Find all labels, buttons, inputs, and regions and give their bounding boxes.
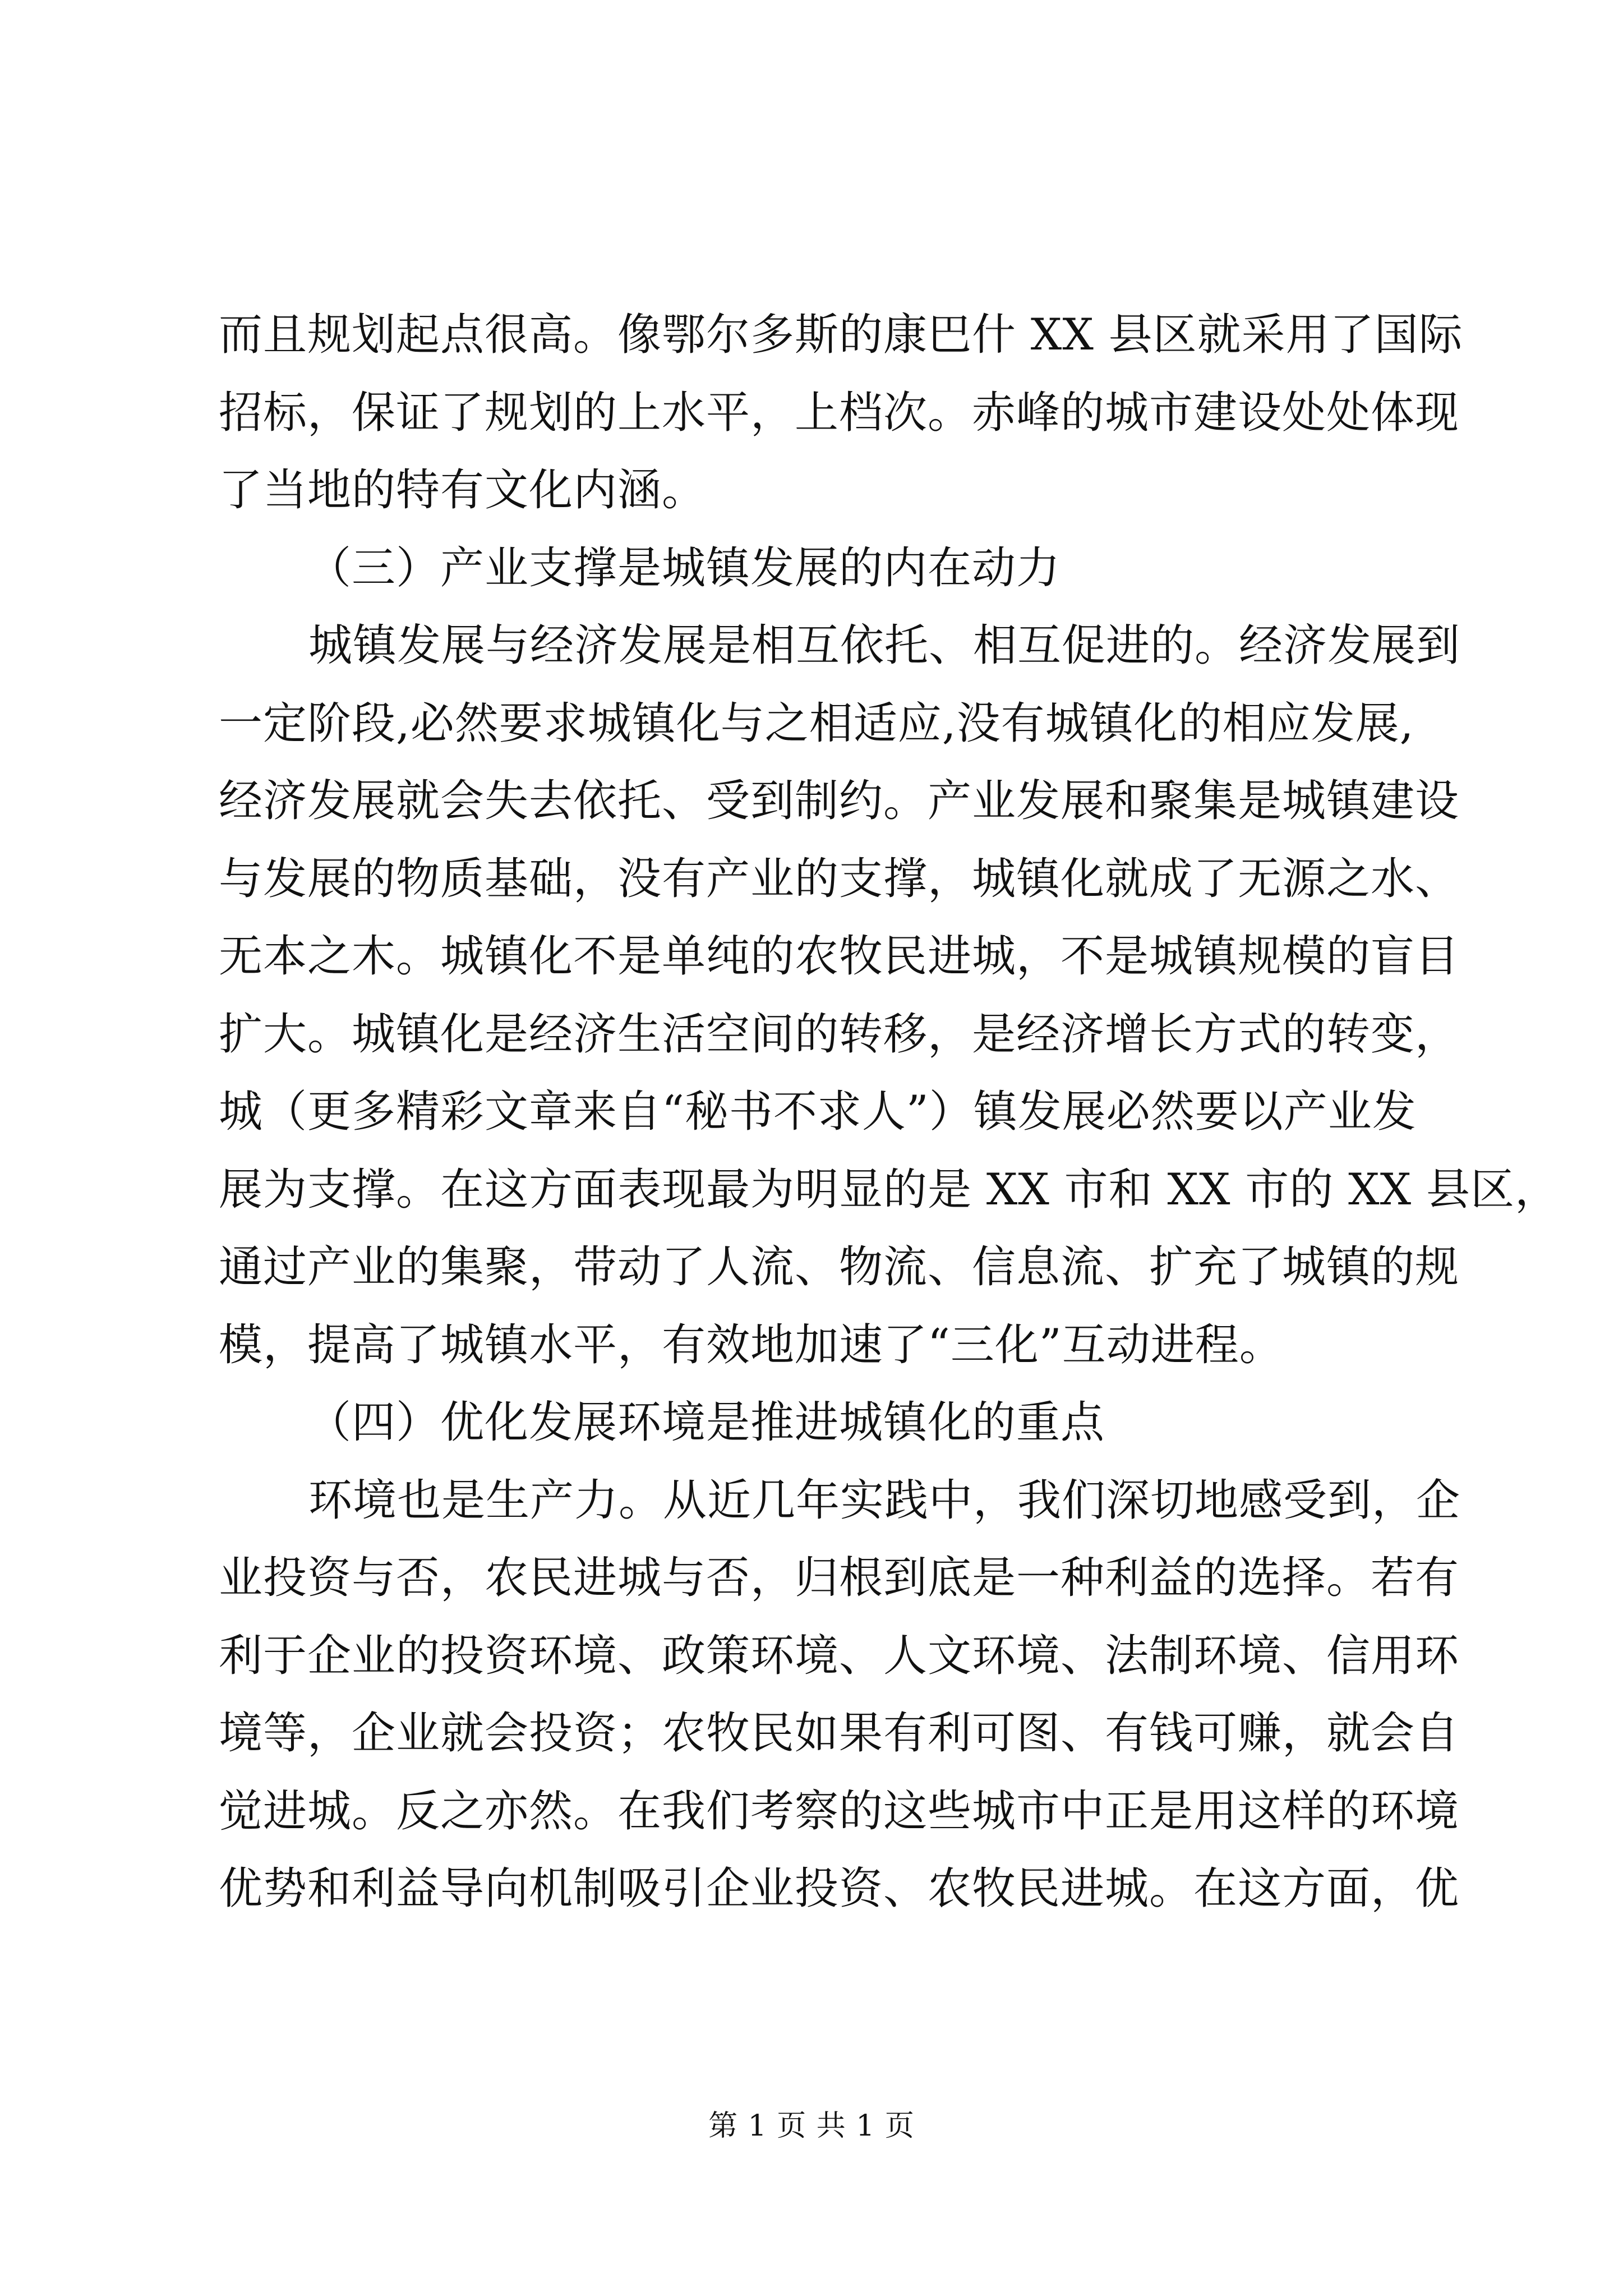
page-number: 第 1 页 共 1 页 [708,2109,915,2143]
text-line: 觉进城。反之亦然。在我们考察的这些城市中正是用这样的环境 [219,1786,1460,1837]
text-line: 招标，保证了规划的上水平，上档次。赤峰的城市建设处处体现 [219,387,1460,438]
section-heading: （四）优化发展环境是推进城镇化的重点 [307,1397,1105,1448]
text-line: 扩大。城镇化是经济生活空间的转移，是经济增长方式的转变， [219,1009,1460,1060]
text-line: 了当地的特有文化内涵。 [219,465,707,516]
text-line: 利于企业的投资环境、政策环境、人文环境、法制环境、信用环 [219,1630,1460,1681]
section-heading: （三）产业支撑是城镇发展的内在动力 [307,542,1061,593]
text-line: 无本之木。城镇化不是单纯的农牧民进城，不是城镇规模的盲目 [219,931,1460,982]
text-line: 与发展的物质基础，没有产业的支撑，城镇化就成了无源之水、 [219,853,1460,904]
text-line: 业投资与否，农民进城与否，归根到底是一种利益的选择。若有 [219,1553,1460,1603]
text-line: 而且规划起点很高。像鄂尔多斯的康巴什 XX 县区就采用了国际 [219,310,1463,360]
page-footer [0,2106,1623,2146]
text-line: 一定阶段,必然要求城镇化与之相适应,没有城镇化的相应发展, [219,698,1414,749]
paragraph-first-line: 城镇发展与经济发展是相互依托、相互促进的。经济发展到 [308,620,1461,671]
text-line: 模，提高了城镇水平，有效地加速了“三化”互动进程。 [219,1319,1284,1370]
text-line: 境等，企业就会投资；农牧民如果有利可图、有钱可赚，就会自 [219,1708,1460,1759]
text-line: 通过产业的集聚，带动了人流、物流、信息流、扩充了城镇的规 [219,1242,1460,1292]
text-line: 经济发展就会失去依托、受到制约。产业发展和聚集是城镇建设 [219,776,1460,826]
paragraph-first-line: 环境也是生产力。从近几年实践中，我们深切地感受到，企 [308,1475,1461,1526]
document-body [219,296,1559,1928]
text-line: 展为支撑。在这方面表现最为明显的是 XX 市和 XX 市的 XX 县区， [219,1164,1559,1215]
text-line: 城（更多精彩文章来自“秘书不求人”）镇发展必然要以产业发 [219,1087,1417,1137]
text-line: 优势和利益导向机制吸引企业投资、农牧民进城。在这方面，优 [219,1864,1460,1914]
